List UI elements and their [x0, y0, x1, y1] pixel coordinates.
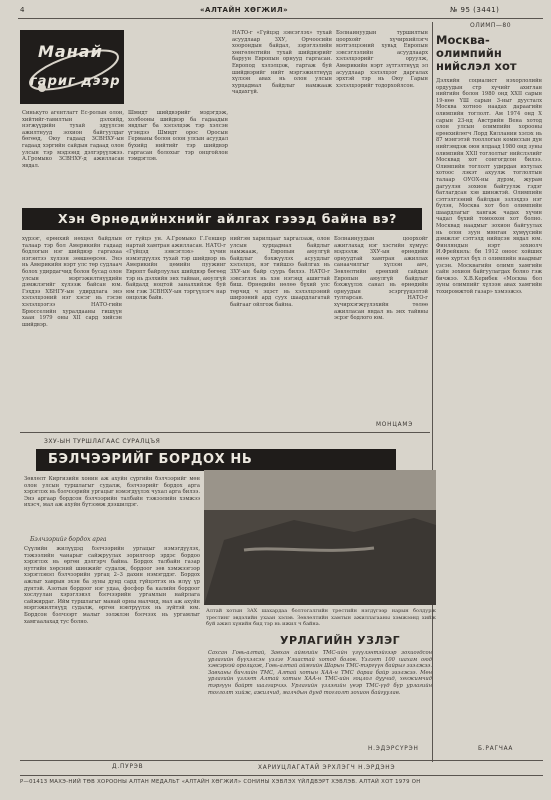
page-number: 4: [20, 6, 25, 14]
column-logo-line1: Манай: [38, 42, 103, 61]
sport-byline: Д.ПУРЭВ: [112, 764, 144, 770]
photo-byline: Н.ЭДЭРСҮРЭН: [368, 746, 419, 752]
top-column-1: Синькуто агентлагт Ес-ролын олон, хийтийг-тавилтын дэлхийд, нэгжүүдийн тухай эдүүлсэн ажилтнууд зохион байгуулдаг бөгөөд, Оюу гадаад ЗСВНХУ-ын гадаад хэргийн сайдын гадаад олон улсын тэр мэдээнд дэлгэрүүлжээ. А.Громыко ЗСВНХУ-д ажилласан явдал.: [22, 110, 124, 169]
right-headline-line3: нийслэл хот: [436, 59, 517, 73]
photo-headline: УРЛАГИЙН УЗЛЭГ: [280, 634, 401, 647]
issue-number: № 95 (3441): [450, 6, 500, 14]
right-headline: [436, 34, 544, 73]
column-logo-line2: гариг дээр: [30, 74, 121, 89]
editor-line: ХАРИУЦЛАГАТАЙ ЭРХЛЭГЧ Н.ЭРДЭНЭ: [258, 765, 396, 771]
newspaper-title: «АЛТАЙН ХӨГЖИЛ»: [200, 6, 289, 14]
right-headline-line1: Москва-: [436, 33, 490, 47]
photo-body: Сахсан Говь-алтай, Завхан аймгийн ТМС-ийн үзүүлэнтэйгээр зохиогдсон урлагийн бүүхэлсэн үзлэг Улиастай хотод болов. Үзлэгт 100 шахам оюд хэвсэргэй оролцож, Говь-алтай аймгийн Шарын ТМС-тэргүүн байрыг эзэлжээ. Завханы бичлийн ТМС, Алтай хотын ХАА-н ТМС дараа байр эзэлжээ. Мөн урлагийн үзлэгт Алтай хотын ХАА-н ТМС-ийн гоцлол дуучид, хөгжимчид тэргүүн байрт шалгарчээ. Урлагийн үзлэгийн үеэр ТМС-үүд бүр урлагийн тоглолт хийж, ажилчид, малчдын дунд тоглолт зохион байгуулав.: [208, 650, 432, 696]
sport-body: Сүүлийн жилүүдэд бэлчээрийн ургацыг нэмэгдүүлэх, тэжээлийн чанарыг сайжруулах зорилгоор эрдэс бордоо хэрэглэх нь өргөн дэлгэрч байна. Бордох талбайн газар нутгийн хөрсний шинжийг судалж, бордоог зөв хэмжээгээр хэрэглэвэл бэлчээрийн ургац 2–3 дахин нэмэгддэг. Бордох ажлыг хаврын эхэн ба зуны дунд сард гүйцэтгэх нь илүү үр дүнтэй. Азотын бордоог нэг удаа, фосфор ба калийн бордоог хослуулан хэрэглэвэл бэлчээрийн ургамлын найрлага сайжирдаг. Ийм туршлагыг манай орны малчид, мал аж ахуйн мэргэжилтнүүд судалж, өргөн нэвтрүүлэх нь зүйтэй юм. Бордсон бэлчээрт малыг ээлжлэн бэлчээх нь ургамлыг хамгаалахад тус болно.: [24, 546, 200, 625]
section-rule: [20, 432, 430, 433]
header-rule: [18, 18, 543, 19]
photo-caption: Алтай хотын ЗАХ шахардаа болтогалгийн трестийн нэгдүгээр нарын болдурж трестинг эвдэлийн ухаан хэлэв. Зөвлөлтийн хамтын ажиллагааны хэмжээнд хийж буй ажил хүнийн бид тэр нь ижил ч байна.: [206, 608, 436, 628]
main-column-3: нийгэм харилцааг харгалзаж, олон улсын хурцадмал байдлыг намжааж, Европын аюулгүй байдлыг бэхжүүлэх асуудлыг хэлэлцэх, нэг тийшээ байлгах нь ЗХУ-ын байр суурь билээ. НАТО-г зэвсэглэх нь хэн нэгэнд ашигтай биш. Өрнөдийн нөлөө бүхий улс төрчид ч эцэст нь хэлэлцээний ширээний ард суух шаардлагатай байгааг ойлгож байна.: [230, 236, 330, 308]
main-byline: МОНЦАМЭ: [376, 422, 414, 428]
photo-scene: [204, 470, 436, 605]
main-headline: Хэн Өрнөдийнхнийг айлгах гэээд байна вэ?: [22, 208, 422, 230]
sport-subhead: Бэлчээрийг бордох арга: [30, 536, 107, 543]
main-column-1: хүрээг, ерөнхий нөхцөл байдлын талаар тэр бол Америкийн гадаад бодлогын нэг шийдвэр гаргахаа нэгэнтээ хүлээн зөвшөөрсөн. Энэ нь Америкийн нэрт улс төр судлаач болох удирдагчид болон бусад олон улсын мэргэжилтнүүдийн дэмжлэгийг хүлээж байсан юм. Гэхдээ ХБНГУ-ын удирдлага энэ хэлэлцээний нэг хэсэг нь гэсэн хэлэлцээгээ НАТО-гийн Брюсселийн хуралдааны гишүүн хаан 1979 оны XII сард хийсэн шийдвэр.: [22, 236, 122, 328]
top-column-4: Бэлнаинуудын туршилтын цоорхойг хүчирхийлэгч мэтгэлцээний хувьд Европын зэвсэглэлийн асуудлаарх хэлэлцээрийг оруулж, Америкийн нэрт зүтгэлтнүүд эл асуудлаар хэлэлцээг даргалах эрхтэй тэр нь Оюу Гарын хэлэлцээрийг тодорхойлсон.: [336, 30, 428, 89]
sport-intro: Зөвлөлт Киргизийн хонин аж ахуйн сүргийн бэлчээрийг мөн олон улсын туршлагыг судалж, бэлчээрийг бордох арга хэрэглэх нь бэлчээрийн ургацыг нэмэгдүүлэх чухал арга билээ. Энэ аргаар бордсон бэлчээрийн талбайн тэжээлийн хэмжээ ихэсч, мал аж ахуйн бүтээмж дээшилдэг.: [24, 476, 200, 509]
main-column-2: от гүйцэ ун. А.Громыко Г.Геншер нартай хамтран ажилласан. НАТО-г «Гүйцэд зэвсэглэх» хүчин нэмэгдүүлэх тухай тэр шийдвэр нь Америкийн цөмийн пуужинг Европт байрлуулах шийдвэр бөгөөд тэр нь дэлхийн энх тайван, аюулгүй байдалд ноцтой заналхийлж буй юм гэж ЗСВНХУ-ын тэргүүлэгч нар онцолж байв.: [126, 236, 226, 302]
right-column-body: Дэлхийн социалист нэхорлолийн ордуудын стр хүчийг ахиглан нийгийн болон 1980 онд ХХII сарын 19-нөө ҮШ сарын 3-ныг дуусталх Москва хотноо наадах дараагийн олимпийн тоглолт. Ам 1974 онд Х сарын 23-нд Австрийн Вена хотод олон улсын олимпийн хорооны ерөнхийлөгч Лорд Киллании хэлэх нь 87 мэнгэтэй тооллогын комиссын дүн нийгэмдэж оюн ялдаад 1980 онд зуны олимпийн ХХII тоглолтыг нийслэлийг Москвад хот сонгогдсон билээ. Олимпийн тоглолт удирдан ихтулах хотоос лэкэт ахуулж тоглолтын талаар ОУОХ-ны дүрэм, журам дагуулэн зохион байгуулж гэдэг батлагдсан хэв шинжтэй. Олимпийн сэтгэлгээний байлдан эзлэхдээ нэг бүлэн, Москва хот бол олимпийн шаардлагыг хангаж чадах хүчин чадал бүхий томоохон хот болно. Москвад наадмыг зохион байгуулах нь олон зуун мянган хүмүүсийн дэмжлэг сэтгэлд нийцсэн явдал юм. Финляндын нэрт зохиолч И.Фрейкиль: би 1912 оноос хойших өнөө хүртэл бүх л олимпийн наадмыг үзсэн. Москвагийн олимп хамгийн сайн зохион байгуулагдах болно гэж бичжээ. Х.В.Керибек «Москва бол зуны олимпийг хүлээн авах хамгийн тохиромжтой газар» хэмээжээ.: [436, 78, 542, 295]
column-divider: [432, 22, 433, 762]
imprint-footer: Р—01413 МАХЭ-НИЙ ТӨВ ХОРООНЫ АЛТАН МЕДАЛЬТ «АЛТАЙН ХӨГЖИЛ» СОНИНЫ ХЭВЛЭХ ҮЙЛДВЭРТ ХЭВЛЭВ. АЛТАЙ ХОТ 1979 ОН: [20, 779, 421, 785]
sport-kicker: ЗХУ-ЫН ТУРШЛАГААС СУРАЛЦЪЯ: [44, 438, 161, 445]
bottom-rule: [20, 775, 543, 776]
top-column-3: НАТО-г «Гүйцэд зэвсэглэх» тухай асуудлаар ЗХУ, Орчоосийн хоорондын байдал, зэрэглэлийн хөнгөлөлтийн тухай шийдвэрийг баруун Европын орнууд гаргасан. Европод хэлэлцэж, гаргаж буй шийдвэрийг нийт мэргэжилтнүүд хүлээн авах нь олон улсын хурцадмал байдлыг намжааж чадахгүй.: [232, 30, 332, 96]
right-kicker: ОЛИМП—80: [470, 22, 512, 29]
main-column-4: Бэлнаинуудын цоорхойг ажиглахад нэг хэсгийн хүмүүс мэдээлж ЗХУ-ын өрнөдийн орнуудтай хамтран ажиллах санаачилгыг хүлээн авч, Зөвлөлтийн ерөнхий сайдын Европын аюулгүй байдлыг бэхжүүлэх санал нь өрнөдийн орнуудын эсэргүүцэлтэй тулгарсан. НАТО-г хүчирхэгжүүлэхийн төлөө ажилласан явдал нь энх тайвны эсрэг бодлого юм.: [334, 236, 428, 322]
top-column-2: Шмидт шийдвэрийг мэдэгдэж, холбооны шийдвэр ба гадаадын явдлыг ба хэлэлцэж тэр хэлсэн үгэндээ Шмидт орос Оросын Германы болон олон улсын асуудал бүхийд нийтийг тэр шийдвэр гаргасан болохыг тэр онцгойлон тэмдэглэв.: [128, 110, 228, 163]
right-byline: Б.РАГЧАА: [478, 746, 514, 752]
right-headline-line2: олимпийн: [436, 46, 502, 60]
bottom-rule-top: [20, 760, 543, 761]
news-photo: [204, 470, 436, 605]
column-logo: [20, 30, 124, 104]
sport-headline: БЭЛЧЭЭРИЙГ БОРДОХ НЬ: [36, 449, 396, 471]
